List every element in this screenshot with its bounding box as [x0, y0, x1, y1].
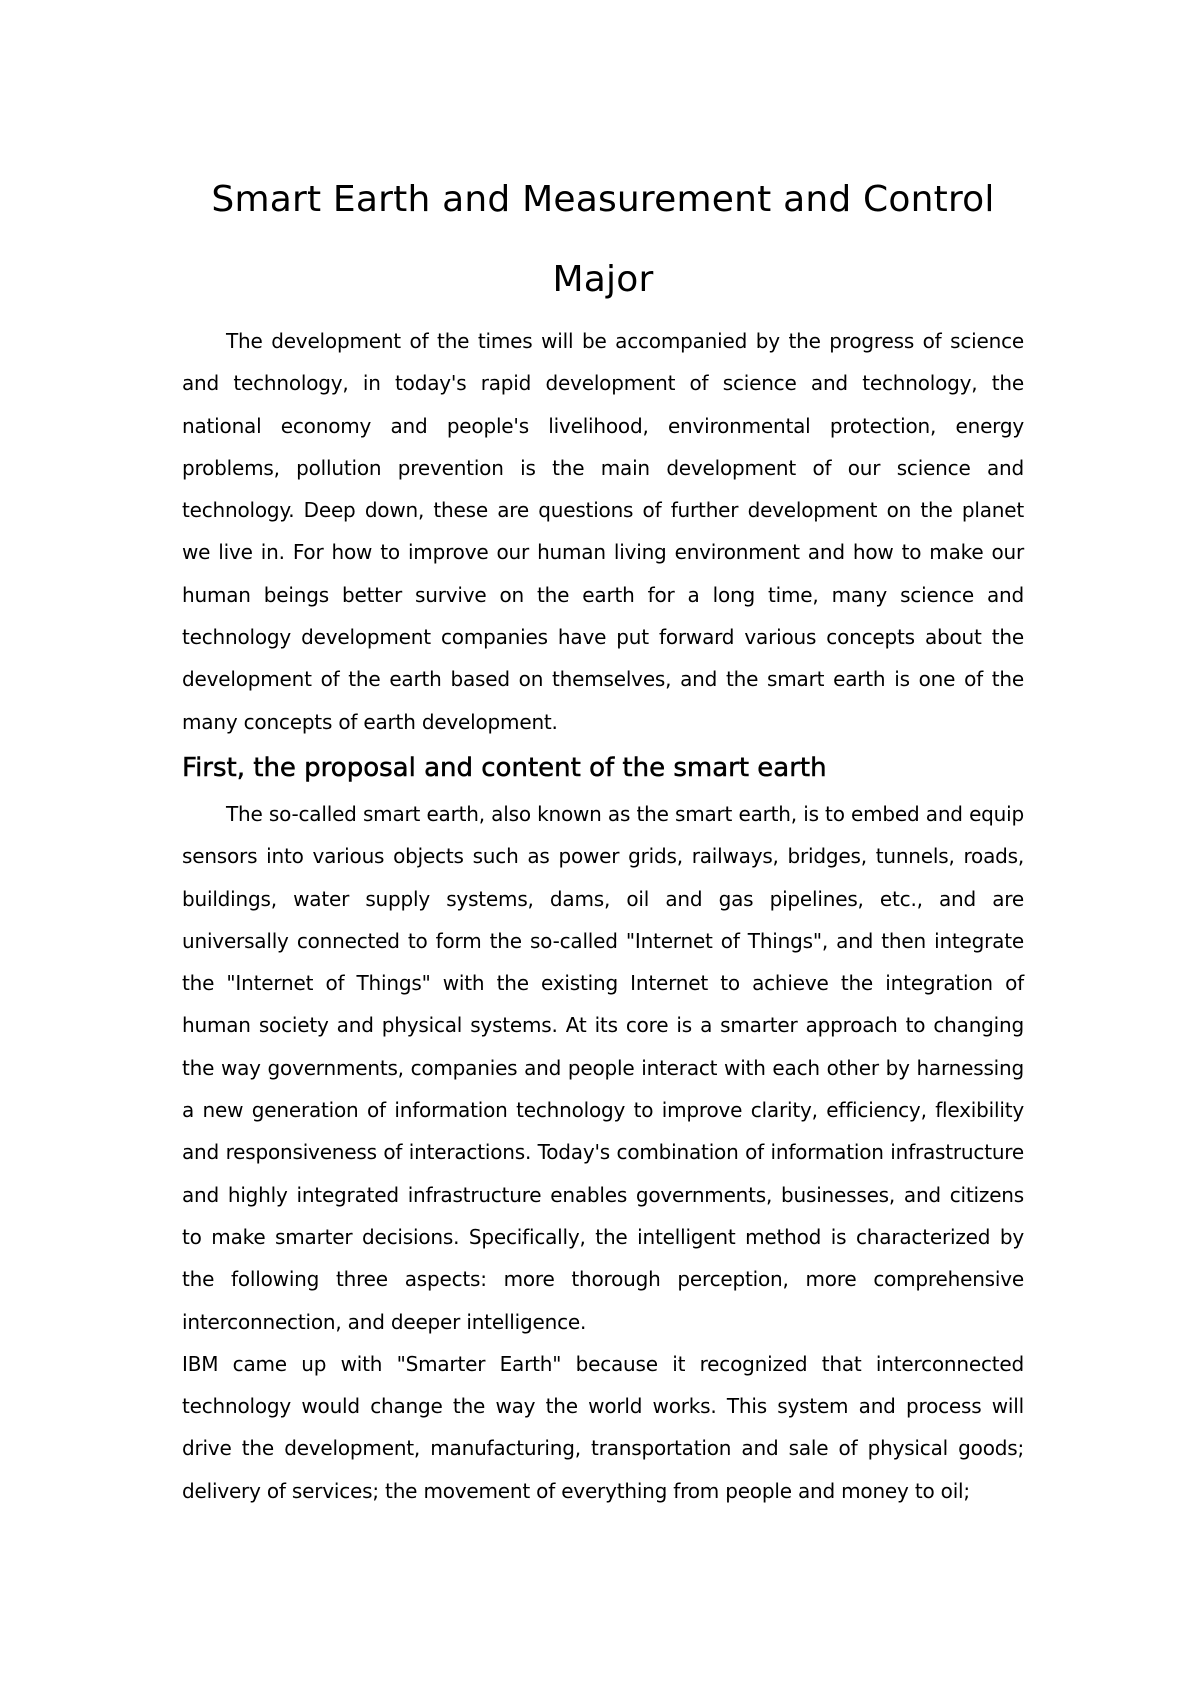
section-paragraph: IBM came up with "Smarter Earth" because it recognized that interconnected technology would change the way the world works. This system and process will drive the development, manufacturing, transportation and sale of physical goods; delivery of services; the movement of everything from people and money to oil; [182, 1351, 1024, 1503]
section-paragraph: The so-called smart earth, also known as the smart earth, is to embed and equip sensors into various objects such as power grids, railways, bridges, tunnels, roads, buildings, water supply systems, dams, oil and gas pipelines, etc., and are universally connected to form the so-called "Internet of Things", and then integrate the "Internet of Things" with the existing Internet to achieve the integration of human society and physical systems. At its core is a smarter approach to changing the way governments, companies and people interact with each other by harnessing a new generation of information technology to improve clarity, efficiency, flexibility and responsiveness of interactions. Today's combination of information infrastructure and highly integrated infrastructure enables governments, businesses, and citizens to make smarter decisions. Specifically, the intelligent method is characterized by the following three aspects: more thorough perception, more comprehensive interconnection, and deeper intelligence. [182, 801, 1024, 1334]
document-title: Smart Earth and Measurement and Control Major [211, 179, 995, 300]
document-page [182, 160, 1024, 1512]
intro-paragraph: The development of the times will be accompanied by the progress of science and technology, in today's rapid development of science and technology, the national economy and people's livelihood, environmental protection, energy problems, pollution prevention is the main development of our science and technology. Deep down, these are questions of further development on the planet we live in. For how to improve our human living environment and how to make our human beings better survive on the earth for a long time, many science and technology development companies have put forward various concepts about the development of the earth based on themselves, and the smart earth is one of the many concepts of earth development. [182, 329, 1024, 734]
section-heading: First, the proposal and content of the smart earth [182, 752, 827, 783]
